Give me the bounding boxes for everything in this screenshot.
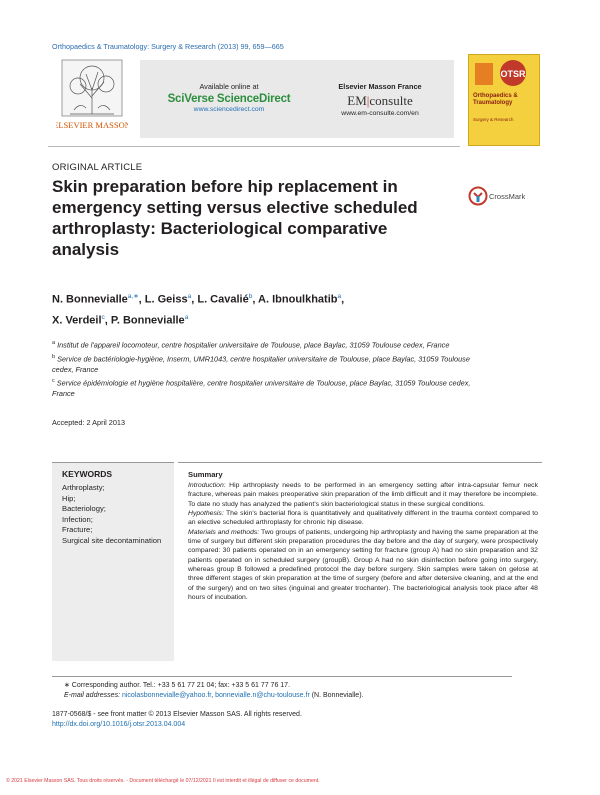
em-publisher-label: Elsevier Masson France bbox=[338, 82, 422, 91]
crossmark-icon bbox=[468, 186, 538, 206]
abstract-heading: Summary bbox=[188, 470, 223, 479]
article-type: ORIGINAL ARTICLE bbox=[52, 162, 143, 173]
sciverse-logo: SciVerse ScienceDirect bbox=[167, 93, 291, 105]
abstract-body bbox=[188, 481, 538, 602]
keyword-item: Infection; bbox=[62, 514, 93, 524]
author-list bbox=[52, 288, 492, 329]
available-online-label: Available online at bbox=[199, 82, 259, 91]
cover-title: Orthopaedics & Traumatology bbox=[473, 93, 518, 106]
affiliation-marker: b bbox=[52, 353, 56, 360]
author-name: P. Bonnevialle bbox=[110, 314, 185, 327]
abstract-hypothesis: Hypothesis: The skin's bacterial flora is quantitatively and qualitatively different in the trauma context compared to an elective scheduled arthroplasty for chronic hip disease. bbox=[188, 510, 538, 527]
keyword-item: Arthroplasty; bbox=[62, 483, 105, 492]
author-affiliation-marker[interactable]: a,∗ bbox=[127, 293, 139, 300]
em-consulte-block bbox=[310, 62, 450, 117]
author-separator: , bbox=[341, 293, 345, 306]
corresponding-contact: ∗ Corresponding author. Tel.: +33 5 61 77 21 04; fax: +33 5 61 77 76 17. bbox=[64, 682, 291, 689]
affiliation-marker: a bbox=[52, 340, 56, 346]
keyword-item: Hip; bbox=[62, 493, 76, 503]
email-line: E-mail addresses: nicolasbonnevialle@yahoo.fr, bonnevialle.n@chu-toulouse.fr (N. Bonnevialle). bbox=[64, 692, 364, 699]
author-line-2 bbox=[52, 309, 492, 330]
affiliation-text: Service épidémiologie et hygiène hospitalière, centre hospitalier universitaire de Toulouse, place Baylac, 31059 Toulouse cedex, France bbox=[52, 378, 471, 399]
doi-link[interactable]: http://dx.doi.org/10.1016/j.otsr.2013.04.004 bbox=[52, 721, 186, 728]
sciencedirect-link[interactable]: www.sciencedirect.com bbox=[193, 106, 265, 113]
cover-subtitle: Surgery & Research bbox=[473, 117, 514, 122]
author-name: X. Verdeil bbox=[52, 314, 102, 327]
svg-text:ELSEVIER MASSON: ELSEVIER MASSON bbox=[56, 120, 128, 130]
accepted-date: Accepted: 2 April 2013 bbox=[52, 418, 126, 427]
affiliations bbox=[52, 338, 492, 401]
crossmark-badge[interactable] bbox=[468, 186, 538, 206]
affiliation-item bbox=[52, 352, 492, 375]
svg-text:OTSR: OTSR bbox=[500, 69, 526, 79]
keyword-item: Surgical site decontamination bbox=[62, 535, 162, 545]
tree-icon bbox=[56, 58, 128, 140]
em-logo-left: EM bbox=[347, 93, 367, 108]
affiliation-text: Service de bactériologie-hygiène, Inserm, UMR1043, centre hospitalier universitaire de Toulouse, place Baylac, 31059 Toulouse cedex, France bbox=[52, 354, 470, 374]
affiliation-item bbox=[52, 376, 492, 399]
author-separator: , bbox=[191, 293, 198, 306]
email-link-1[interactable]: nicolasbonnevialle@yahoo.fr bbox=[121, 692, 212, 699]
abstract-methods: Materials and methods: Two groups of patients, undergoing hip arthroplasty and having the same preparation at the time of surgery but different skin preparation procedures the day before and the day of surgery, were prospectively compared: 30 patients operated on in an emergency setting for fracture (group A) had no skin preparation and 32 patients operated on in scheduled surgery (groupB). Group A had no skin disinfection before going into surgery, whereas group B followed a predefined protocol the day before surgery. Skin samples were taken on gelose at three different stages of skin preparation at the time of surgery (before and after detersive cleaning, and at the end of the surgery) and on two sites (inguinal and greater trochanter). The bacteriological analysis took place after 48 hours of incubation. bbox=[188, 528, 538, 602]
keyword-item: Fracture; bbox=[62, 525, 93, 534]
affiliation-text: Institut de l'appareil locomoteur, centre hospitalier universitaire de Toulouse, place Baylac, 31059 Toulouse cedex, France bbox=[55, 340, 450, 350]
keyword-item: Bacteriology; bbox=[62, 504, 106, 513]
affiliation-marker: c bbox=[52, 378, 55, 385]
author-separator: , bbox=[138, 293, 145, 306]
em-logo-right: consulte bbox=[369, 93, 413, 108]
sciencedirect-block bbox=[154, 62, 304, 113]
issn-block bbox=[52, 710, 302, 730]
article-title: Skin preparation before hip replacement in emergency setting versus elective scheduled arthroplasty: Bacteriological comparative analysis bbox=[52, 177, 418, 259]
issn-line: 1877-0568/$ - see front matter © 2013 Elsevier Masson SAS. All rights reserved. bbox=[52, 711, 302, 718]
journal-citation: Orthopaedics & Traumatology: Surgery & Research (2013) 99, 659—665 bbox=[52, 42, 284, 51]
author-separator: , bbox=[252, 293, 259, 306]
author-affiliation-marker[interactable]: a bbox=[184, 313, 189, 321]
author-name: L. Geiss bbox=[144, 293, 188, 306]
author-affiliation-marker[interactable]: b bbox=[248, 293, 253, 300]
author-name: A. Ibnoulkhatib bbox=[258, 293, 338, 306]
elsevier-logo bbox=[56, 58, 128, 140]
journal-cover bbox=[468, 54, 540, 146]
download-notice: © 2021 Elsevier Masson SAS. Tous droits réservés. - Document téléchargé le 07/12/2021 Il est interdit et illégal de diffuser ce document. bbox=[6, 778, 320, 784]
author-name: L. Cavalié bbox=[197, 293, 249, 306]
abstract-introduction: Introduction: Hip arthroplasty needs to be performed in an emergency setting after intra-capsular femur neck fracture, whereas pain makes preoperative skin preparation of the limb difficult and it may therefore be incomplete. To date no study has analyzed the patient's skin bacteriological status in these surgical conditions. bbox=[188, 482, 538, 508]
author-affiliation-marker[interactable]: a bbox=[187, 293, 192, 300]
keywords-list bbox=[62, 483, 166, 546]
keywords-heading: KEYWORDS bbox=[62, 469, 113, 479]
corresponding-author-footnote bbox=[52, 676, 512, 701]
author-affiliation-marker[interactable]: a bbox=[337, 293, 342, 300]
svg-text:CrossMark: CrossMark bbox=[489, 192, 526, 201]
otsr-badge-icon bbox=[469, 57, 539, 91]
abstract-panel bbox=[178, 462, 542, 661]
author-separator: , bbox=[104, 314, 111, 327]
author-line-1 bbox=[52, 288, 492, 309]
keywords-panel bbox=[52, 462, 174, 661]
author-name: N. Bonnevialle bbox=[52, 293, 128, 306]
em-consulte-link[interactable]: www.em-consulte.com/en bbox=[341, 110, 419, 117]
affiliation-item bbox=[52, 338, 492, 351]
em-consulte-logo bbox=[310, 93, 450, 109]
author-affiliation-marker[interactable]: c bbox=[101, 313, 105, 321]
email-link-2[interactable]: bonnevialle.n@chu-toulouse.fr bbox=[215, 692, 310, 699]
em-logo-divider: | bbox=[366, 93, 370, 108]
